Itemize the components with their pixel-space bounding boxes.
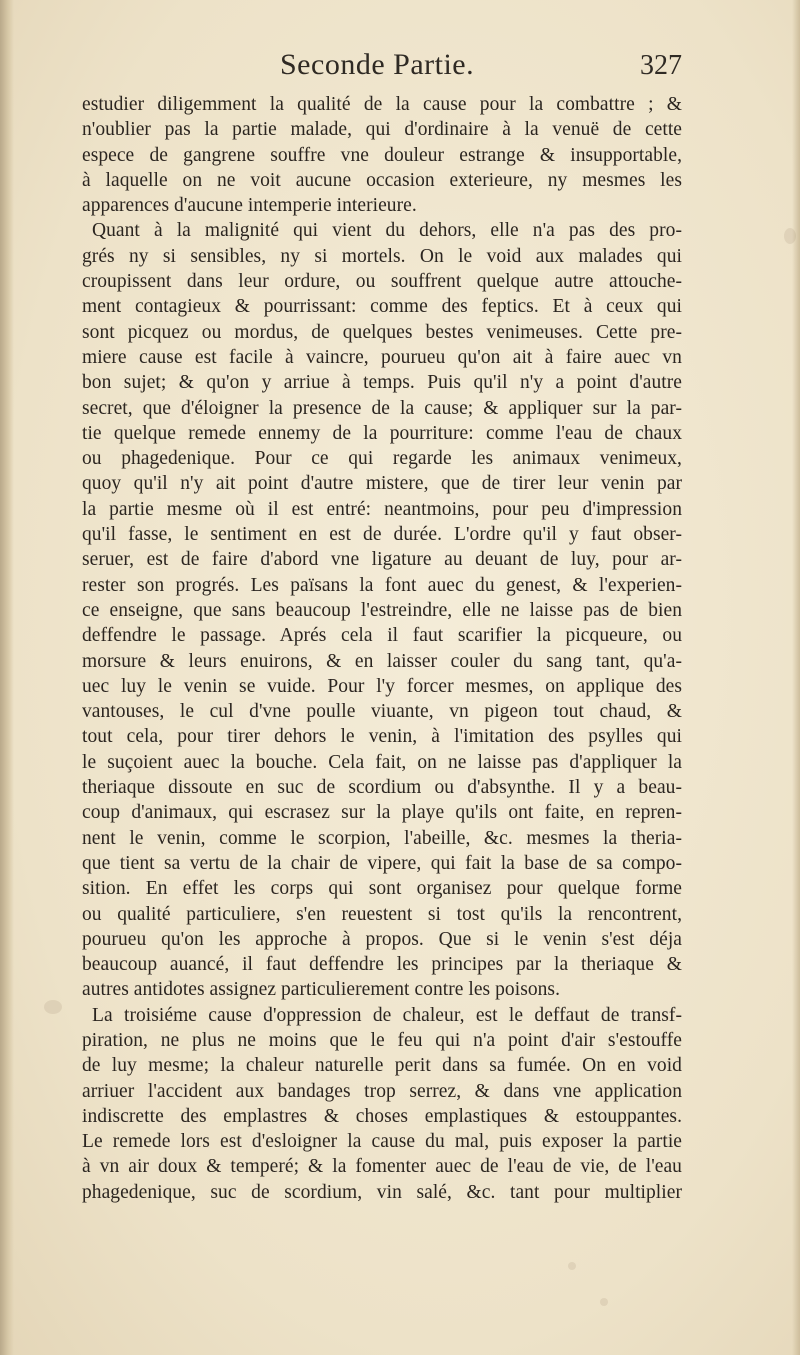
text-line: vantouses, le cul d'vne poulle viuante, vn pigeon tout chaud, & [82,701,682,723]
paper-stain [568,1262,576,1270]
text-line: que tient sa vertu de la chair de vipere, qui fait la base de sa compo- [82,852,682,874]
paper-stain [784,228,796,244]
text-line: apparences d'aucune intemperie interieure. [82,195,417,217]
text-line: autres antidotes assignez particulierement contre les poisons. [82,979,560,1001]
page-number: 327 [640,50,682,81]
text-line: morsure & leurs enuirons, & en laisser couler du sang tant, qu'a- [82,650,682,672]
text-line: tie quelque remede ennemy de la pourriture: comme l'eau de chaux [82,422,682,444]
text-line: rester son progrés. Les païsans la font auec du genest, & l'experien- [82,574,682,596]
text-line: Quant à la malignité qui vient du dehors, elle n'a pas des pro- [92,220,682,242]
text-line: estudier diligemment la qualité de la cause pour la combattre ; & [82,94,682,115]
text-line: à laquelle on ne voit aucune occasion exterieure, ny mesmes les [82,169,682,191]
text-line: seruer, est de faire d'abord vne ligature au deuant de luy, pour ar- [82,549,682,571]
text-line: miere cause est facile à vaincre, pourueu qu'on ait à faire auec vn [82,346,682,368]
text-line: sont picquez ou mordus, de quelques bestes venimeuses. Cette pre- [82,321,682,343]
text-line: Le remede lors est d'esloigner la cause du mal, puis exposer la partie [82,1131,682,1153]
text-line: indiscrette des emplastres & choses emplastiques & estouppantes. [82,1105,682,1127]
text-line: le suçoient auec la bouche. Cela fait, on ne laisse pas d'appliquer la [82,751,682,773]
text-line: coup d'animaux, qui escrasez sur la playe qu'ils ont faite, en repren- [82,802,682,824]
text-line: qu'il fasse, le sentiment en est de durée. L'ordre qu'il y faut obser- [82,524,682,546]
body-text [82,92,682,1205]
text-line: espece de gangrene souffre vne douleur estrange & insupportable, [82,144,682,166]
text-line: beaucoup auancé, il faut deffendre les principes par la theriaque & [82,954,682,976]
text-line: pourueu qu'on les approche à propos. Que si le venin s'est déja [82,928,682,950]
text-line: uec luy le venin se vuide. Pour l'y forcer mesmes, on applique des [82,675,682,697]
text-line: de luy mesme; la chaleur naturelle perit dans sa fumée. On en void [82,1055,682,1077]
paper-stain [44,1000,62,1014]
running-title: Seconde Partie. [280,48,475,81]
text-line: secret, que d'éloigner la presence de la cause; & appliquer sur la par- [82,397,682,419]
page-gutter-shadow [0,0,14,1355]
text-line: quoy qu'il n'y ait point d'autre mistere, que de tirer leur venin par [82,473,682,495]
text-line: tout cela, pour tirer dehors le venin, à l'imitation des psylles qui [82,726,682,748]
text-line: phagedenique, suc de scordium, vin salé, &c. tant pour multiplier [82,1181,682,1203]
text-line: bon sujet; & qu'on y arriue à temps. Puis qu'il n'y a point d'autre [82,372,682,394]
text-line: grés ny si sensibles, ny si mortels. On le void aux malades qui [82,245,682,267]
text-line: ou qualité particuliere, s'en reuestent si tost qu'ils la rencontrent, [82,903,682,925]
paper-stain [600,1298,608,1306]
text-line: ou phagedenique. Pour ce qui regarde les animaux venimeux, [82,448,682,470]
text-line: nent le venin, comme le scorpion, l'abeille, &c. mesmes la theria- [82,827,682,849]
page-edge-shadow [792,0,800,1355]
text-line: sition. En effet les corps qui sont organisez pour quelque forme [82,878,682,900]
text-line: à vn air doux & temperé; & la fomenter auec de l'eau de vie, de l'eau [82,1156,682,1178]
text-line: la partie mesme où il est entré: neantmoins, pour peu d'impression [82,498,682,520]
text-line: ce enseigne, que sans beaucoup l'estreindre, elle ne laisse pas de bien [82,599,682,621]
text-line: piration, ne plus ne moins que le feu qui n'a point d'air s'estouffe [82,1029,682,1051]
text-line: theriaque dissoute en suc de scordium ou d'absynthe. Il y a beau- [82,777,682,799]
text-line: deffendre le passage. Aprés cela il faut scarifier la picqueure, ou [82,625,682,647]
text-line: n'oublier pas la partie malade, qui d'ordinaire à la venuë de cette [82,119,682,141]
text-line: ment contagieux & pourrissant: comme des feptics. Et à ceux qui [82,296,682,318]
text-line: arriuer l'accident aux bandages trop serrez, & dans vne application [82,1080,682,1102]
text-line: La troisiéme cause d'oppression de chaleur, est le deffaut de transf- [92,1004,682,1026]
page-header [82,48,682,92]
text-line: croupissent dans leur ordure, ou souffrent quelque autre attouche- [82,271,682,293]
